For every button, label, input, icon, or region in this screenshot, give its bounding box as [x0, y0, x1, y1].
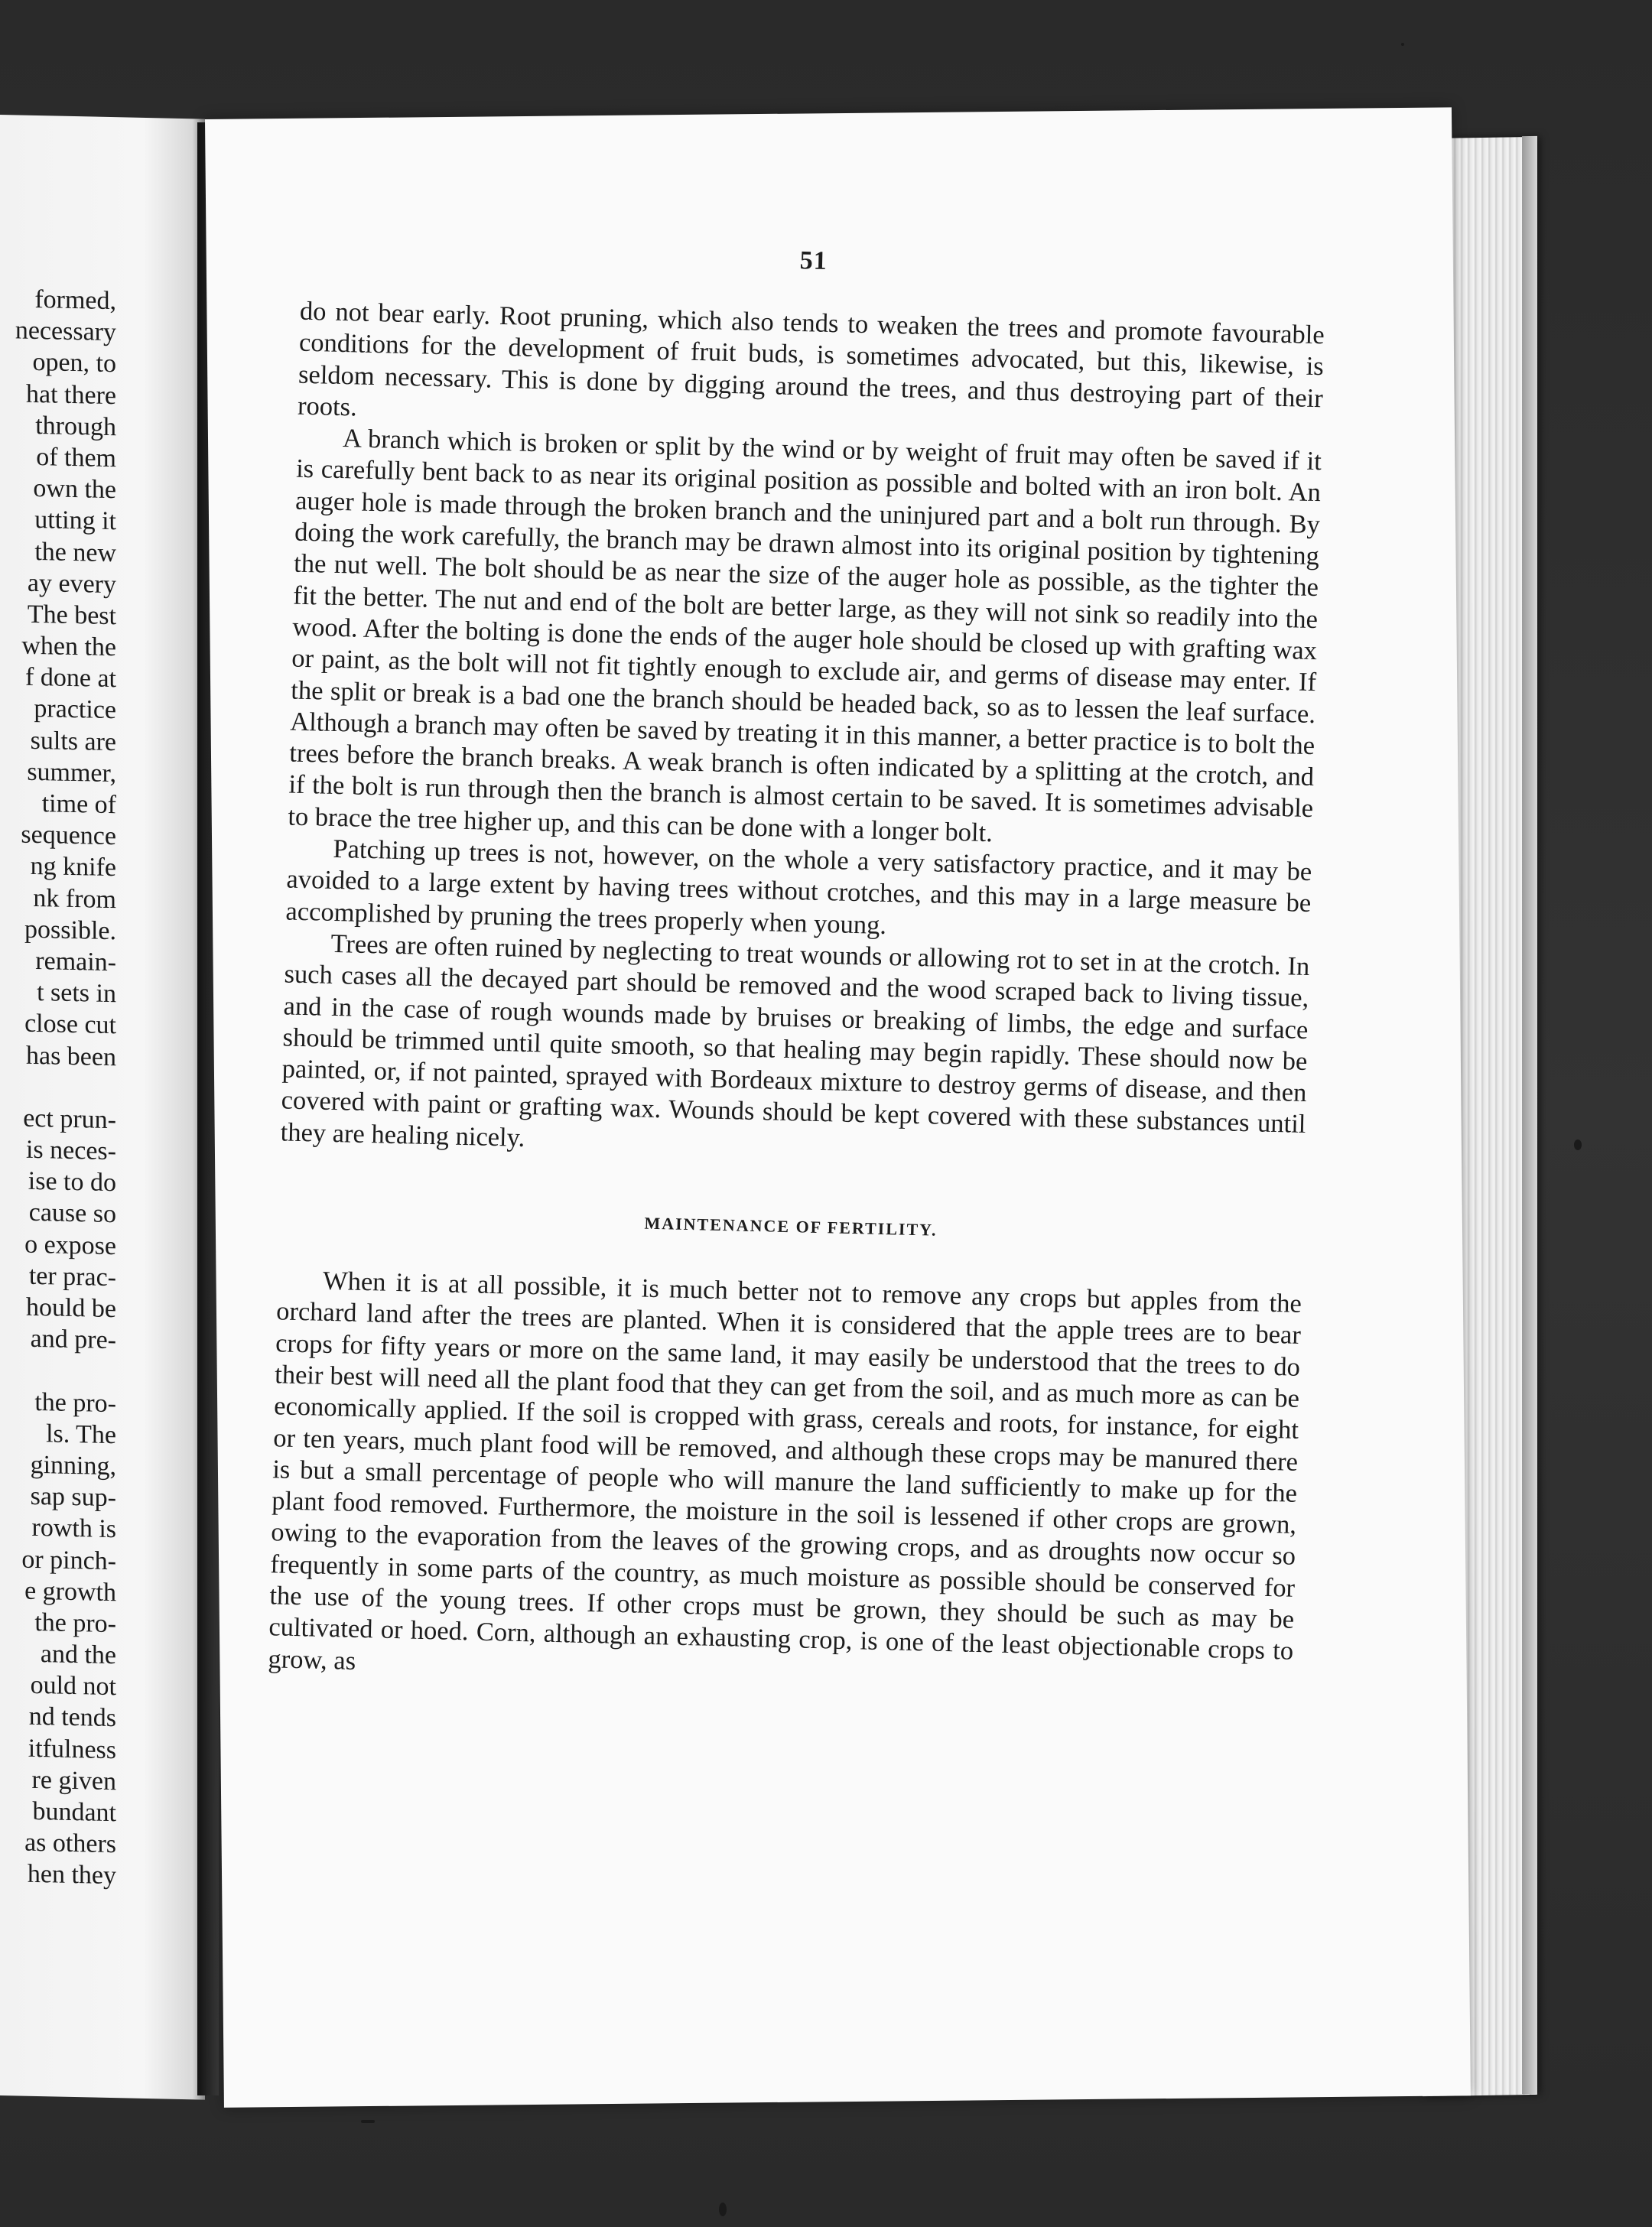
text-fragment: ould not	[30, 1671, 116, 1702]
text-fragment: time of	[41, 789, 116, 820]
page-edges-shadow	[1522, 136, 1537, 2094]
text-fragment: ay every	[27, 568, 116, 599]
text-fragment: cause so	[28, 1198, 116, 1229]
text-fragment: e growth	[24, 1576, 116, 1607]
page-text-block	[268, 119, 1329, 1676]
page-number: 51	[799, 246, 828, 275]
paragraph: A branch which is broken or split by the wind or by weight of fruit may often be saved if it is carefully bent back to as near its original position as possible and bolted with an iron bolt. An auger hole is made through the broken branch and the uninjured part and a bolt run through. By doing the work carefully, the branch may be drawn almost into its original position by tightening the nut well. The bolt should be as near the size of the auger hole as possible, as the tighter the fit the better. The nut and end of the bolt are better large, as they will not sink so readily into the wood. After the bolting is done the ends of the auger hole should be closed up with grafting wax or paint, as the bolt will not fit tightly enough to exclude air, and germs of disease may enter. If the split or break is a bad one the branch should be headed back, so as to lessen the leaf surface. Although a branch may often be saved by treating it in this manner, a better practice is to bolt the trees before the branch breaks. A weak branch is often indicated by a splitting at the crotch, and if the bolt is run through then the branch is almost certain to be saved. It is sometimes advisable to brace the tree higher up, and this can be done with a longer bolt.	[288, 424, 1322, 847]
text-fragment: formed,	[34, 284, 116, 316]
dust-speck	[1401, 43, 1404, 46]
text-fragment: of them	[36, 442, 116, 473]
text-fragment: and pre-	[30, 1325, 116, 1355]
text-fragment: utting it	[34, 506, 116, 536]
text-fragment: or pinch-	[21, 1545, 116, 1575]
text-fragment: nd tends	[28, 1702, 116, 1733]
paragraph: Trees are often ruined by neglecting to treat wounds or allowing rot to set in at the crotch. In such cases all the decayed part should be removed and the wood scraped back to living tissue, and in the case of rough wounds made by bruises or breaking of limbs, the edge and surface should be trimmed until quite smooth, so that healing may begin rapidly. These should now be painted, or, if not painted, sprayed with Bordeaux mixture to destroy germs of disease, and then covered with paint or grafting wax. Wounds should be kept covered with these substances until they are healing nicely.	[280, 928, 1310, 1153]
text-fragment: through	[35, 411, 116, 441]
text-fragment: hould be	[25, 1292, 116, 1324]
page-body	[268, 296, 1325, 1699]
text-fragment: bundant	[32, 1796, 116, 1828]
text-fragment: ise to do	[28, 1167, 116, 1198]
text-fragment: t sets in	[37, 978, 116, 1009]
text-fragment: the pro-	[34, 1387, 116, 1418]
text-fragment: is neces-	[25, 1135, 116, 1166]
text-fragment: own the	[33, 474, 116, 505]
text-fragment: ter prac-	[28, 1261, 116, 1292]
paragraph: do not bear early. Root pruning, which also tends to weaken the trees and promote favourable conditions for the development of fruit buds, is sometimes advocated, but this, likewise, is seldom necessary. This is done by digging around the trees, and thus destroying part of their roots.	[297, 296, 1325, 422]
text-fragment: hen they	[27, 1860, 116, 1891]
text-fragment: open, to	[32, 348, 116, 379]
text-fragment: sults are	[30, 726, 116, 756]
previous-page	[0, 115, 205, 2100]
text-fragment: the pro-	[34, 1608, 116, 1639]
text-fragment: and the	[40, 1640, 116, 1670]
text-fragment: sap sup-	[30, 1481, 116, 1513]
text-fragment: nk from	[33, 883, 116, 914]
text-fragment: f done at	[25, 662, 116, 694]
dust-speck	[361, 2120, 375, 2123]
text-fragment: practice	[34, 694, 116, 725]
previous-page-text	[0, 279, 116, 1892]
text-fragment: ect prun-	[23, 1104, 116, 1135]
paragraph: Patching up trees is not, however, on the whole a very satisfactory practice, and it may be avoided to a large extent by having trees without crotches, and this may in a large measure be accomplished by pruning the trees properly when young.	[285, 834, 1312, 940]
text-fragment: sequence	[21, 820, 116, 851]
text-fragment: the new	[34, 537, 116, 567]
dust-speck	[719, 2203, 727, 2216]
text-fragment: ginning,	[30, 1450, 116, 1481]
text-fragment: hat there	[26, 379, 116, 410]
text-fragment: close cut	[24, 1009, 116, 1040]
text-fragment: possible.	[24, 915, 116, 945]
text-fragment: ls. The	[46, 1419, 116, 1449]
text-fragment: necessary	[15, 316, 116, 347]
text-fragment: ng knife	[30, 852, 116, 883]
text-fragment: o expose	[24, 1230, 116, 1260]
paragraph: When it is at all possible, it is much better not to remove any crops but apples from the orchard land after the trees are planted. When it is considered that the apple trees are to bear crops for fifty years or more on the same land, it may easily be understood that the trees to do their best will need all the plant food that they can get from the soil, and as much more as can be economically applied. If the soil is cropped with grass, cereals and roots, for instance, for eight or ten years, much plant food will be removed, and although these crops may be manured there is but a small percentage of people who will manure the land sufficiently to make up for the plant food removed. Furthermore, the moisture in the soil is lessened if other crops are grown, owing to the evaporation from the leaves of the growing crops, and as droughts now occur so frequently in some parts of the country, as much moisture as possible should be conserved for the use of the young trees. If other crops must be grown, they should be such as may be cultivated or hoed. Corn, although an exhausting crop, is one of the least objectionable crops to grow, as	[268, 1266, 1302, 1676]
text-fragment: remain-	[35, 946, 116, 977]
text-fragment: as others	[24, 1828, 116, 1859]
text-fragment: when the	[21, 631, 116, 662]
current-page	[205, 107, 1471, 2108]
dust-speck	[1574, 1140, 1582, 1150]
text-fragment: itfulness	[28, 1734, 116, 1764]
text-fragment: The best	[27, 600, 116, 631]
text-fragment: summer,	[27, 757, 116, 788]
text-fragment: re given	[31, 1765, 116, 1796]
text-fragment: rowth is	[31, 1513, 116, 1544]
section-heading: MAINTENANCE OF FERTILITY.	[644, 1213, 938, 1240]
text-fragment: has been	[25, 1041, 116, 1071]
